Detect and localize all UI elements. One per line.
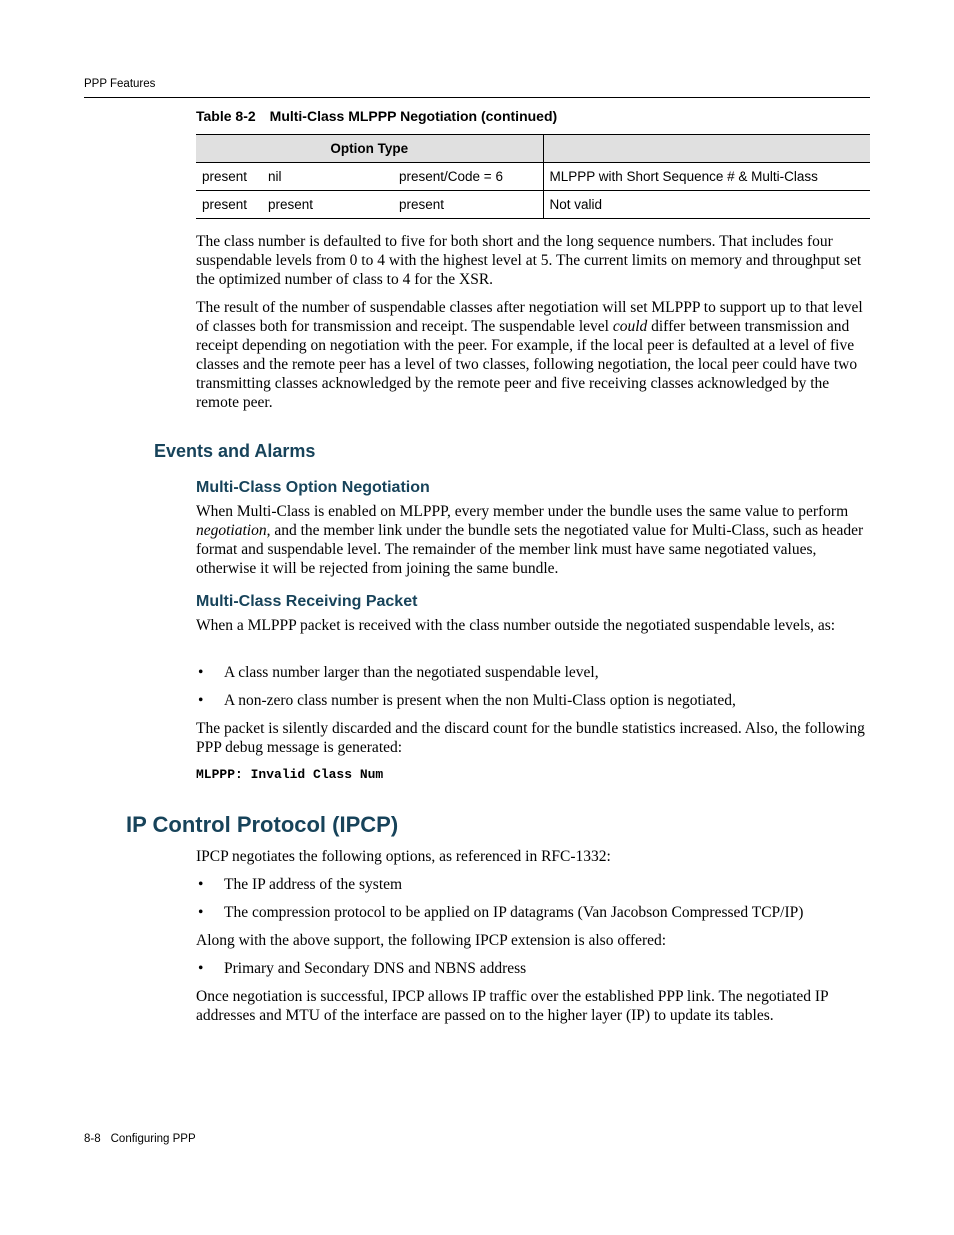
emphasis-text: could bbox=[612, 318, 648, 335]
ipcp-intro-paragraph: IPCP negotiates the following options, as referenced in RFC-1332: bbox=[196, 848, 611, 865]
ipcp-heading: IP Control Protocol (IPCP) bbox=[126, 812, 399, 837]
bullet-icon: • bbox=[198, 960, 204, 977]
table-cell: present bbox=[196, 191, 262, 219]
header-rule bbox=[84, 97, 870, 98]
debug-message-code: MLPPP: Invalid Class Num bbox=[196, 767, 384, 782]
table-header-row bbox=[196, 135, 870, 163]
bullet-icon: • bbox=[198, 904, 204, 921]
chapter-title: Configuring PPP bbox=[110, 1133, 196, 1145]
table-row bbox=[196, 191, 870, 219]
option-negotiation-paragraph bbox=[196, 502, 870, 578]
discard-paragraph: The packet is silently discarded and the discard count for the bundle statistics increased. Also, the following PPP debug message is generated: bbox=[196, 720, 865, 756]
table-cell: present bbox=[262, 191, 393, 219]
events-alarms-heading: Events and Alarms bbox=[154, 441, 316, 461]
table-cell: present bbox=[196, 163, 262, 191]
paragraph-text: When Multi-Class is enabled on MLPPP, every member under the bundle uses the same value to perform bbox=[196, 503, 849, 520]
list-item-text: Primary and Secondary DNS and NBNS address bbox=[224, 960, 527, 977]
class-number-paragraph: The class number is defaulted to five for both short and the long sequence numbers. That includes four suspendable levels from 0 to 4 with the highest level at 5. The current limits on memory and throughput set the optimized number of class to 4 for the XSR. bbox=[196, 233, 862, 288]
paragraph-text: , and the member link under the bundle sets the negotiated value for Multi-Class, such as header format and suspendable level. The remainder of the member link must have same negotiated values, otherwise it will be rejected from joining the same bundle. bbox=[196, 522, 864, 577]
page-footer bbox=[84, 1133, 196, 1145]
page-number: 8-8 bbox=[84, 1133, 101, 1145]
table-cell: present/Code = 6 bbox=[393, 163, 543, 191]
receiving-packet-heading: Multi-Class Receiving Packet bbox=[196, 593, 418, 610]
bullet-icon: • bbox=[198, 876, 204, 893]
receiving-packet-paragraph: When a MLPPP packet is received with the class number outside the negotiated suspendable levels, as: bbox=[196, 617, 836, 634]
list-item-text: A class number larger than the negotiated suspendable level, bbox=[224, 664, 599, 681]
list-item-text: The IP address of the system bbox=[224, 876, 403, 893]
bullet-icon: • bbox=[198, 692, 204, 709]
list-item-text: A non-zero class number is present when the non Multi-Class option is negotiated, bbox=[224, 692, 736, 709]
table-cell-result: MLPPP with Short Sequence # & Multi-Class bbox=[543, 163, 870, 191]
extension-intro-paragraph: Along with the above support, the following IPCP extension is also offered: bbox=[196, 932, 667, 949]
table-cell: present bbox=[393, 191, 543, 219]
paragraph-text: differ between transmission and receipt depending on negotiation with the peer. For example, if the local peer is defaulted at a level of five classes and the remote peer has a level of two classes, following negotiation, the local peer could have two transmitting classes acknowledged by the remote peer and five receiving classes acknowledged by the remote peer. bbox=[196, 318, 858, 411]
running-header: PPP Features bbox=[84, 78, 156, 90]
table-title: Multi-Class MLPPP Negotiation (continued) bbox=[269, 108, 558, 124]
ipcp-closing-paragraph: Once negotiation is successful, IPCP allows IP traffic over the established PPP link. The negotiated IP addresses and MTU of the interface are passed on to the higher layer (IP) to update its tables. bbox=[196, 988, 829, 1024]
table-row bbox=[196, 163, 870, 191]
paragraph-text: The result of the number of suspendable classes after negotiation will set MLPPP to support up to that level of classes both for transmission and receipt. The suspendable level bbox=[196, 299, 863, 335]
emphasis-text: negotiation bbox=[196, 522, 267, 539]
table-cell: nil bbox=[262, 163, 393, 191]
option-negotiation-heading: Multi-Class Option Negotiation bbox=[196, 479, 430, 496]
bullet-icon: • bbox=[198, 664, 204, 681]
table-caption bbox=[196, 108, 557, 124]
list-item-text: The compression protocol to be applied on IP datagrams (Van Jacobson Compressed TCP/IP) bbox=[224, 904, 804, 921]
suspendable-classes-paragraph bbox=[196, 298, 870, 412]
table-number: Table 8-2 bbox=[196, 108, 256, 124]
table-cell-result: Not valid bbox=[543, 191, 870, 219]
table-header-blank bbox=[543, 135, 870, 163]
negotiation-table bbox=[196, 134, 870, 219]
table-header-option-type: Option Type bbox=[196, 135, 543, 163]
